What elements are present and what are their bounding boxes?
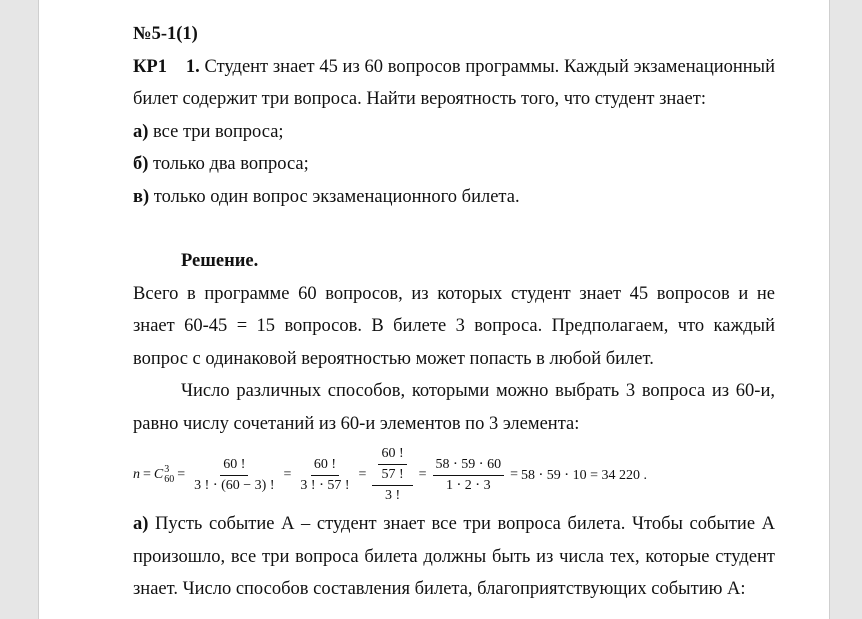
solution-p1-line-3: вопрос с одинаковой вероятностью может попасть в любой билет. xyxy=(133,348,654,369)
problem-title: №5-1(1) xyxy=(133,24,198,44)
document-content xyxy=(133,18,775,606)
solution-p1-line-1: Всего в программе 60 вопросов, из которых студент знает 45 вопросов и не xyxy=(133,283,775,304)
combination-formula: n = C 3 60 = $\frac{60 !}{3 ! \cdot (60 - 3) !}$ = $\frac{60 !}{3 ! \cdot 57 !}$ = $\frac{\frac{60 !}{57 !}}{3 !}$ = $\frac{58 \cdot 59 \cdot 60}{1 \cdot 2 \cdot 3}$ = 58 ⋅ 59 ⋅ 10 = 34 220 . xyxy=(133,446,647,503)
formula-c-sup: 3 xyxy=(164,464,170,475)
spacer xyxy=(133,213,775,245)
part-a-line-1: а) Пусть событие А – студент знает все три вопроса билета. Чтобы событие А xyxy=(133,514,775,534)
formula-result: 58 ⋅ 59 ⋅ 10 = 34 220 . xyxy=(521,467,647,483)
solution-p1-line-2: знает 60-45 = 15 вопросов. В билете 3 вопроса. Предполагаем, что каждый xyxy=(133,316,775,336)
part-a-line-2: произошло, все три вопроса билета должны быть из числа тех, которые студент xyxy=(133,546,775,567)
formula-fraction-4: $\frac{58 \cdot 59 \cdot 60}{1 \cdot 2 \cdot 3}$ xyxy=(433,457,505,494)
formula-fraction-1: $\frac{60 !}{3 ! \cdot (60 - 3) !}$ xyxy=(194,456,275,493)
problem-line-2: билет содержит три вопроса. Найти вероятность того, что студент знает: xyxy=(133,89,706,109)
solution-heading: Решение. xyxy=(181,251,259,271)
document-page xyxy=(38,0,830,619)
formula-eq: = xyxy=(143,467,151,482)
formula-c-sub: 60 xyxy=(164,474,175,485)
item-a: а) все три вопроса; xyxy=(133,121,284,142)
formula-c: C xyxy=(153,467,164,482)
formula-fraction-2: $\frac{60 !}{3 ! \cdot 57 !}$ xyxy=(300,456,350,493)
solution-p2-line-1: Число различных способов, которыми можно выбрать 3 вопроса из 60-и, xyxy=(181,381,775,401)
solution-p2-line-2: равно числу сочетаний из 60-и элементов по 3 элемента: xyxy=(133,413,580,434)
formula-fraction-3-inner: $\frac{60 !}{57 !}$ xyxy=(378,446,406,483)
problem-line-1: КР1 1. Студент знает 45 из 60 вопросов программы. Каждый экзаменационный xyxy=(133,56,776,77)
formula-lhs: n xyxy=(133,467,140,482)
kr-label: КР1 xyxy=(133,56,167,77)
part-a-line-3: знает. Число способов составления билета, благоприятствующих событию А: xyxy=(133,579,746,599)
formula-c-indices xyxy=(164,465,174,485)
item-b: б) только два вопроса; xyxy=(133,154,309,174)
problem-number: 1. xyxy=(185,56,200,77)
formula-fraction-3: $\frac{\frac{60 !}{57 !}}{3 !}$ xyxy=(372,446,412,504)
item-c: в) только один вопрос экзаменационного билета. xyxy=(133,186,520,207)
